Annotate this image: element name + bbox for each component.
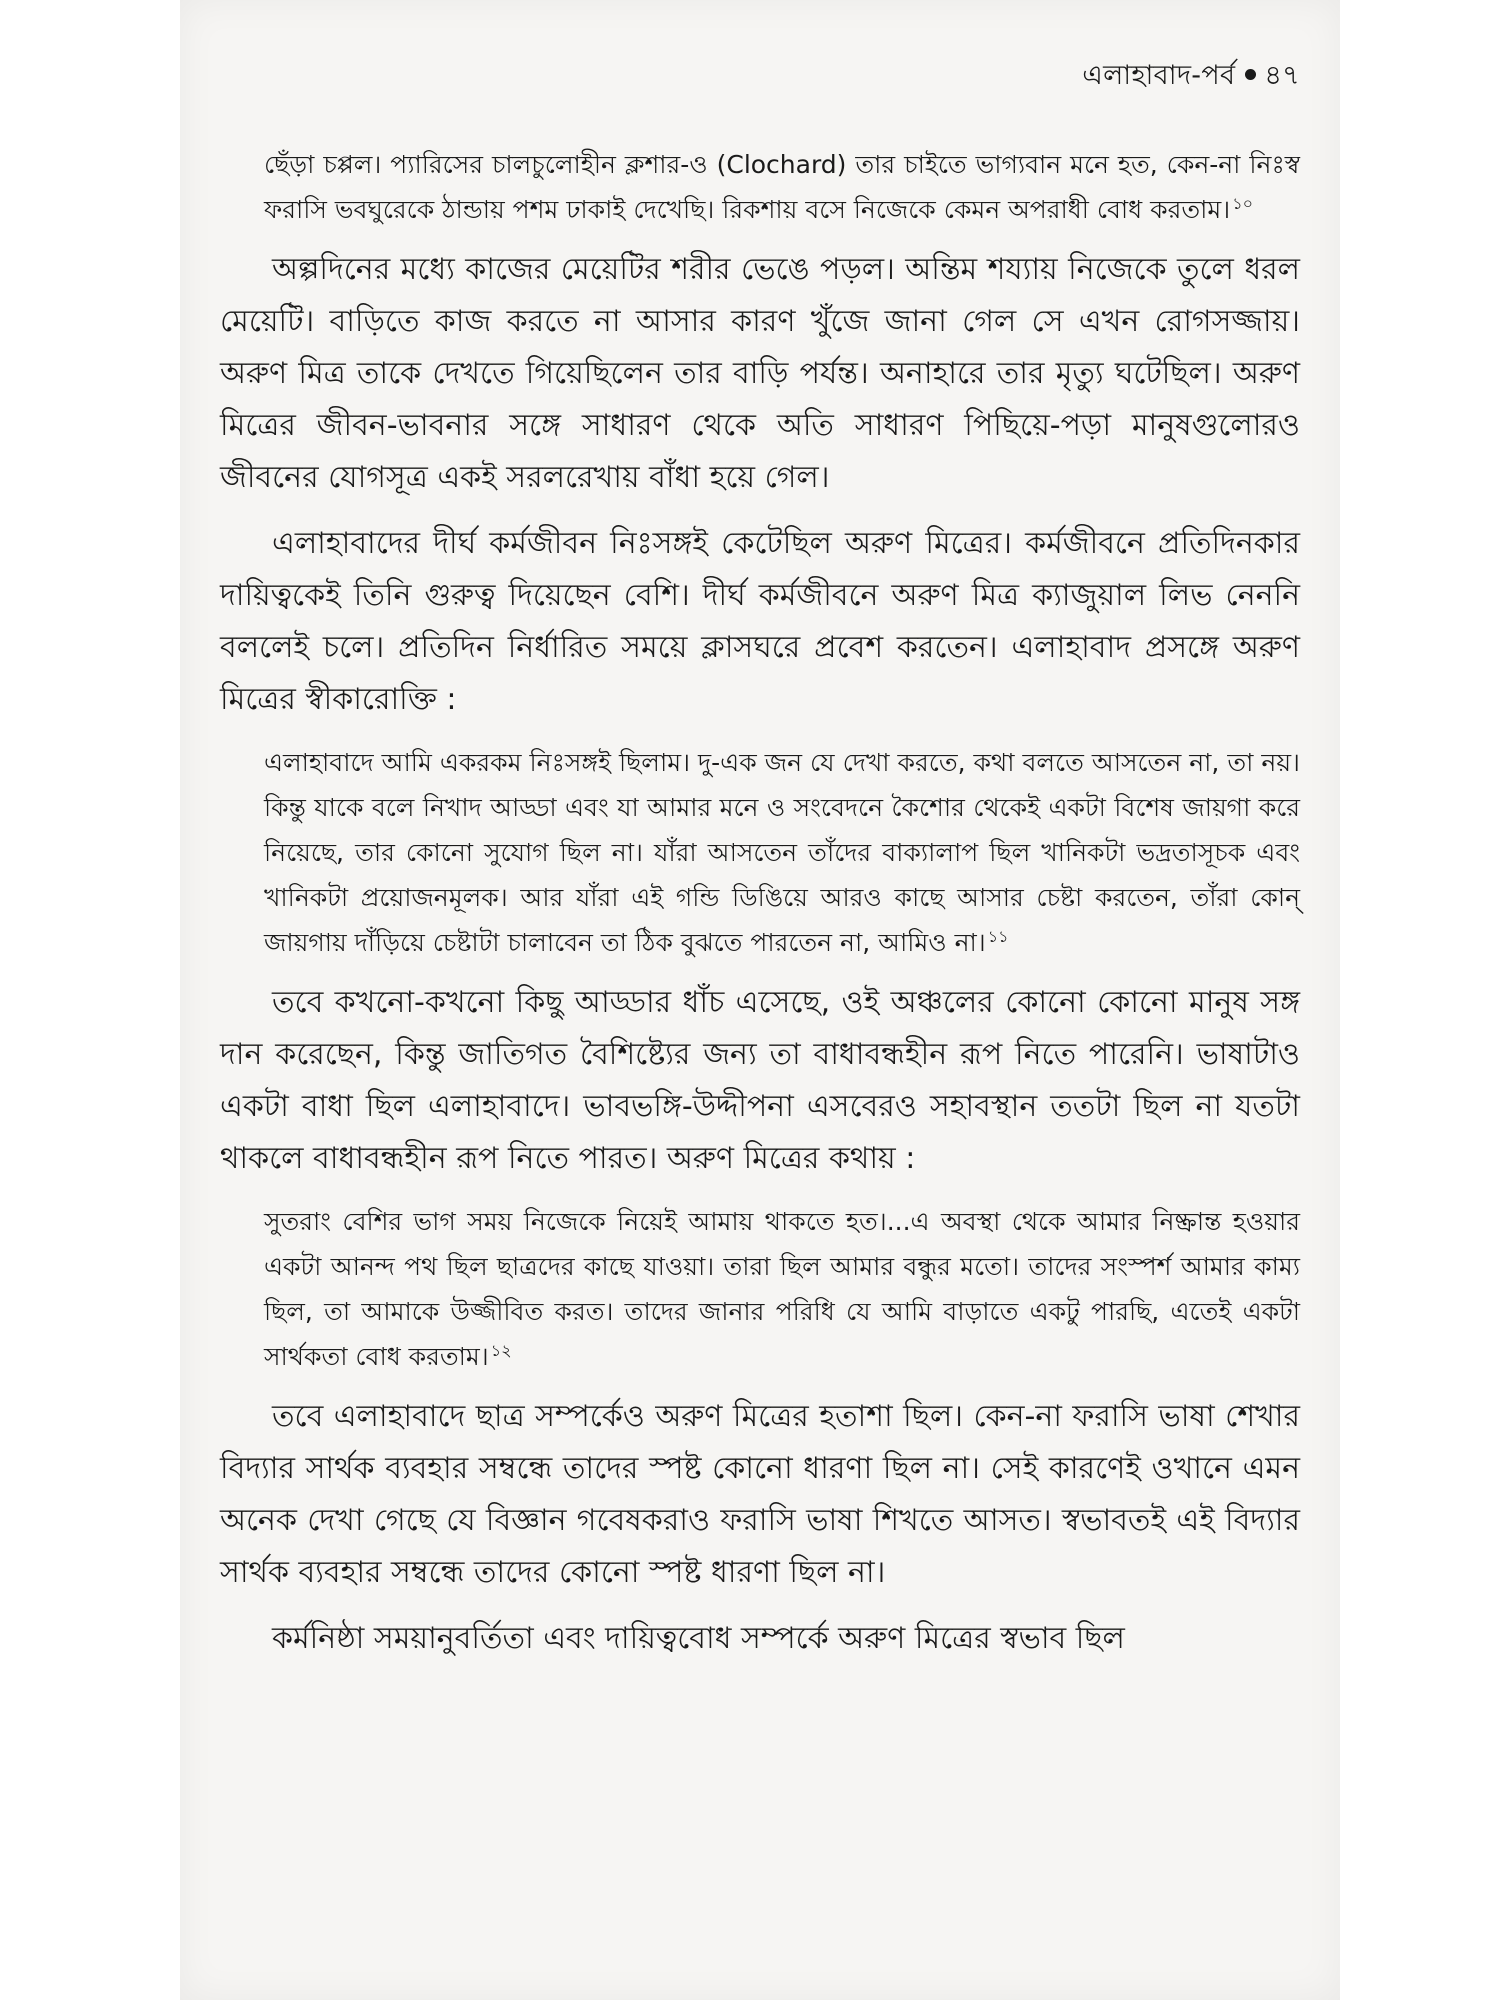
paragraph: অল্পদিনের মধ্যে কাজের মেয়েটির শরীর ভেঙে পড়ল। অন্তিম শয্যায় নিজেকে তুলে ধরল মেয়েটি। বাড়িতে কাজ করতে না আসার কারণ খুঁজে জানা গেল সে এখন রোগসজ্জায়। অরুণ মিত্র তাকে দেখতে গিয়েছিলেন তার বাড়ি পর্যন্ত। অনাহারে তার মৃত্যু ঘটেছিল। অরুণ মিত্রের জীবন-ভাবনার সঙ্গে সাধারণ থেকে অতি সাধারণ পিছিয়ে-পড়া মানুষগুলোরও জীবনের যোগসূত্র একই সরলরেখায় বাঁধা হয়ে গেল।: [220, 252, 1300, 495]
running-header: [1082, 55, 1300, 100]
paragraph: তবে কখনো-কখনো কিছু আড্ডার ধাঁচ এসেছে, ওই অঞ্চলের কোনো কোনো মানুষ সঙ্গ দান করেছেন, কিন্তু জাতিগত বৈশিষ্ট্যের জন্য তা বাধাবন্ধহীন রূপ নিতে পারেনি। ভাষাটাও একটা বাধা ছিল এলাহাবাদে। ভাবভঙ্গি-উদ্দীপনা এসবেরও সহাবস্থান ততটা ছিল না যতটা থাকলে বাধাবন্ধহীন রূপ নিতে পারত। অরুণ মিত্রের কথায় :: [220, 985, 1300, 1176]
quote-text: ছেঁড়া চপ্পল। প্যারিসের চালচুলোহীন ক্লশার-ও (Clochard) তার চাইতে ভাগ্যবান মনে হত, কেন-না নিঃস্ব ফরাসি ভবঘুরেকে ঠান্ডায় পশম ঢাকাই দেখেছি। রিকশায় বসে নিজেকে কেমন অপরাধী বোধ করতাম।: [264, 150, 1300, 224]
footnote-marker: ১১: [987, 926, 1009, 946]
quote-text: সুতরাং বেশির ভাগ সময় নিজেকে নিয়েই আমায় থাকতে হত।...এ অবস্থা থেকে আমার নিষ্ক্রান্ত হওয়ার একটা আনন্দ পথ ছিল ছাত্রদের কাছে যাওয়া। তারা ছিল আমার বন্ধুর মতো। তাদের সংস্পর্শ আমার কাম্য ছিল, তা আমাকে উজ্জীবিত করত। তাদের জানার পরিধি যে আমি বাড়াতে একটু পারছি, এতেই একটা সার্থকতা বোধ করতাম।: [264, 1207, 1300, 1371]
footnote-marker: ১০: [1232, 193, 1253, 213]
block-quote: [264, 142, 1300, 232]
footnote-marker: ১২: [490, 1340, 512, 1360]
page-body: [220, 148, 1300, 1679]
running-title: এলাহাবাদ-পর্ব: [1082, 60, 1236, 91]
bullet-separator: [1245, 69, 1256, 80]
block-quote: [264, 1199, 1300, 1379]
paragraph: তবে এলাহাবাদে ছাত্র সম্পর্কেও অরুণ মিত্রের হতাশা ছিল। কেন-না ফরাসি ভাষা শেখার বিদ্যার সার্থক ব্যবহার সম্বন্ধে তাদের স্পষ্ট কোনো ধারণা ছিল না। সেই কারণেই ওখানে এমন অনেক দেখা গেছে যে বিজ্ঞান গবেষকরাও ফরাসি ভাষা শিখতে আসত। স্বভাবতই এই বিদ্যার সার্থক ব্যবহার সম্বন্ধে তাদের কোনো স্পষ্ট ধারণা ছিল না।: [220, 1399, 1300, 1590]
paragraph: এলাহাবাদের দীর্ঘ কর্মজীবন নিঃসঙ্গই কেটেছিল অরুণ মিত্রের। কর্মজীবনে প্রতিদিনকার দায়িত্বকেই তিনি গুরুত্ব দিয়েছেন বেশি। দীর্ঘ কর্মজীবনে অরুণ মিত্র ক্যাজুয়াল লিভ নেননি বললেই চলে। প্রতিদিন নির্ধারিত সময়ে ক্লাসঘরে প্রবেশ করতেন। এলাহাবাদ প্রসঙ্গে অরুণ মিত্রের স্বীকারোক্তি :: [220, 526, 1300, 717]
block-quote: [264, 740, 1300, 965]
page-number: ৪৭: [1264, 60, 1300, 91]
book-page: [180, 0, 1340, 2000]
quote-text: এলাহাবাদে আমি একরকম নিঃসঙ্গই ছিলাম। দু-এক জন যে দেখা করতে, কথা বলতে আসতেন না, তা নয়। কিন্তু যাকে বলে নিখাদ আড্ডা এবং যা আমার মনে ও সংবেদনে কৈশোর থেকেই একটা বিশেষ জায়গা করে নিয়েছে, তার কোনো সুযোগ ছিল না। যাঁরা আসতেন তাঁদের বাক্যালাপ ছিল খানিকটা ভদ্রতাসূচক এবং খানিকটা প্রয়োজনমূলক। আর যাঁরা এই গন্ডি ডিঙিয়ে আরও কাছে আসার চেষ্টা করতেন, তাঁরা কোন্ জায়গায় দাঁড়িয়ে চেষ্টাটা চালাবেন তা ঠিক বুঝতে পারতেন না, আমিও না।: [264, 748, 1300, 957]
paragraph: কর্মনিষ্ঠা সময়ানুবর্তিতা এবং দায়িত্ববোধ সম্পর্কে অরুণ মিত্রের স্বভাব ছিল: [272, 1621, 1125, 1656]
